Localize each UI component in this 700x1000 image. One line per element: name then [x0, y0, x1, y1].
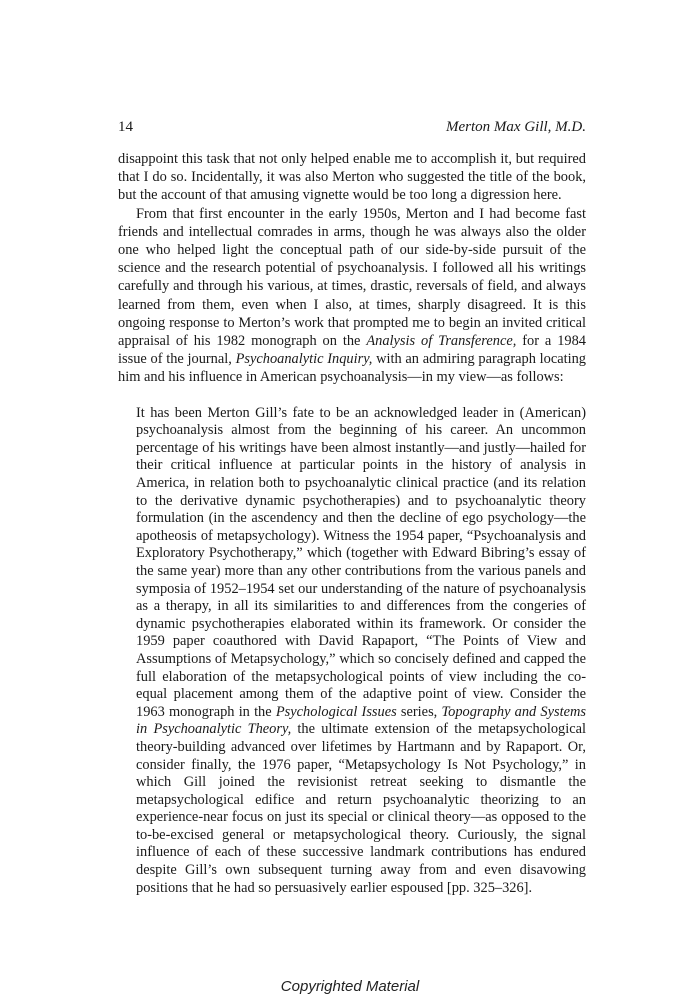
monograph-title-topography-and-systems: Topography and Systems in Psychoanalytic Theory, [136, 703, 586, 738]
copyright-footer: Copyrighted Material [280, 978, 420, 995]
paragraph-text: for a 1984 issue of the journal, [118, 333, 586, 368]
series-title-psychological-issues: Psychological Issues [275, 703, 397, 720]
paragraph-continuation: disappoint this task that not only helped enable me to accomplish it, but required that I do so. Incidentally, it was also Merton who suggested the title of the book, but the account of that amusing vignette would be too long a digression here. [118, 151, 586, 204]
body-text [118, 150, 586, 387]
running-title: Merton Max Gill, M.D. [446, 119, 586, 135]
running-head [118, 116, 586, 138]
quote-text: the ultimate extension of the metapsychological theory-building advanced over lifetimes by Hartmann and by Rapaport. Or, consider finally, the 1976 paper, “Metapsychology Is Not Psychology,” in which Gill joined the revisionist retreat seeking to dismantle the metapsychological edifice and return psychoanalytic theorizing to an experience-near focus on just its special or clinical theory—as opposed to the to-be-excised general or metapsychological theory. Curiously, the signal influence of each of these successive landmark contributions has endured despite Gill’s own subsequent turning away from and even disavowing positions that he had so persuasively earlier espoused [pp. 325–326]. [136, 721, 586, 896]
page-number: 14 [118, 119, 133, 135]
block-quote [136, 405, 586, 898]
paragraph-text: with an admiring paragraph locating him and his influence in American psychoanalysis—in my view—as follows: [118, 351, 586, 386]
quote-text: It has been Merton Gill’s fate to be an acknowledged leader in (American) psychoanalysis almost from the beginning of his career. An uncommon percentage of his writings have been almost instantly—and justly—hailed for their critical influence at particular points in the history of analysis in America, in relation both to psychoanalytic clinical practice (and its relation to the derivative dynamic psychotherapies) and to psychoanalytic theory formulation (in the ascendency and then the decline of ego psychology—the apotheosis of metapsychology). Witness the 1954 paper, “Psychoanalysis and Exploratory Psychotherapy,” which (together with Edward Bibring’s essay of the same year) more than any other contributions from the various panels and symposia of 1952–1954 set our understanding of the nature of psychoanalysis as a therapy, in all its similarities to and differences from the congeries of dynamic psychotherapies elaborated within its framework. Or consider the 1959 paper coauthored with David Rapaport, “The Points of View and Assumptions of Metapsychology,” which so concisely defined and capped the full elaboration of the metapsychological points of view including the co-equal placement among them of the adaptive point of view. Consider the 1963 monograph in the [136, 404, 586, 720]
quote-text: series, [396, 703, 442, 720]
book-title-analysis-of-transference: Analysis of Transference, [366, 333, 517, 350]
quote-paragraph [136, 405, 586, 898]
book-page [118, 116, 586, 897]
journal-title-psychoanalytic-inquiry: Psychoanalytic Inquiry, [235, 351, 373, 368]
paragraph-first-encounter [118, 205, 586, 387]
paragraph-text: From that first encounter in the early 1950s, Merton and I had become fast friends and intellectual comrades in arms, though he was always also the older one who helped light the conceptual path of our side-by-side pursuit of the science and the research potential of psychoanalysis. I followed all his writings carefully and through his various, at times, drastic, reversals of field, and always learned from them, even when I also, at times, sharply disagreed. It is this ongoing response to Merton’s work that prompted me to begin an invited critical appraisal of his 1982 monograph on the [118, 205, 586, 350]
